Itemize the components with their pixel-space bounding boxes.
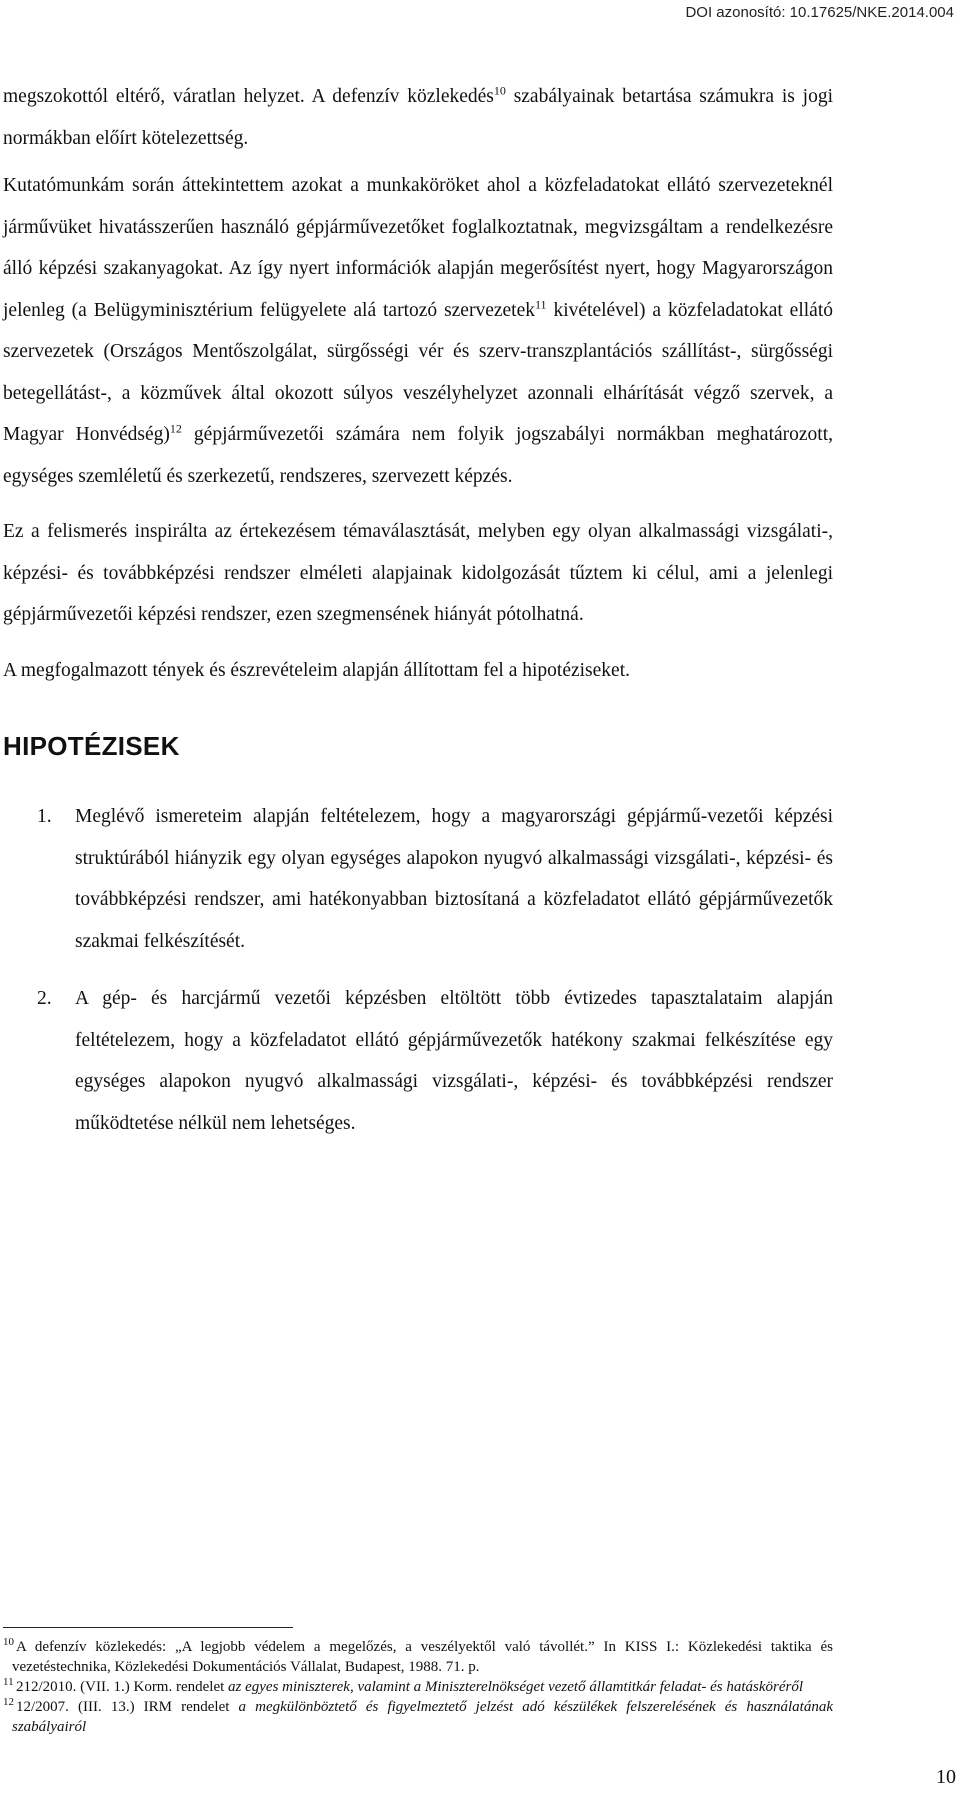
page-number: 10: [936, 1766, 956, 1788]
doi-header: DOI azonosító: 10.17625/NKE.2014.004: [685, 4, 954, 21]
paragraph-research: [3, 165, 833, 497]
footnote-text: 12/2007. (III. 13.) IRM rendelet: [16, 1699, 239, 1715]
footnote-mark: 10: [3, 1636, 14, 1648]
footnote-title: az egyes miniszterek, valamint a Miniszterelnökséget vezető államtitkár feladat- és hatásköréről: [228, 1679, 804, 1695]
main-content: [3, 76, 833, 1160]
footnote-ref[interactable]: 10: [493, 83, 506, 98]
footnote-text: A defenzív közlekedés: „A legjobb védelem a megelőzés, a veszélyektől való távollét.” In KISS I.: Közlekedési taktika és vezetéstechnika, Közlekedési Dokumentációs Vállalat, Budapest, 1988. 71. p.: [12, 1639, 833, 1675]
list-item-text: A gép- és harcjármű vezetői képzésben eltöltött több évtizedes tapasztalataim alapján feltételezem, hogy a közfeladatot ellátó gépjárművezetők hatékony szakmai felkészítése egy egységes alapokon nyugvó alkalmassági vizsgálati-, képzési- és továbbképzési rendszer működtetése nélkül nem lehetséges.: [75, 988, 833, 1134]
footnote-ref[interactable]: 12: [169, 421, 182, 436]
hypotheses-list: [3, 796, 833, 1144]
paragraph-text: Kutatómunkám során áttekintettem azokat a munkaköröket ahol a közfeladatokat ellátó szervezeteknél járművüket hivatásszerűen használó gépjárművezetőket foglalkoztatnak, megvizsgáltam a rendelkezésre álló képzési szakanyagokat. Az így nyert információk alapján megerősítést nyert, hogy Magyarországon jelenleg (a Belügyminisztérium felügyelete alá tartozó szervezetek: [3, 175, 833, 321]
paragraph-defensive-driving: [3, 76, 833, 159]
paragraph-text: szabályainak betartása számukra is jogi normákban előírt kötelezettség.: [3, 86, 833, 149]
footnote-mark: 12: [3, 1696, 14, 1708]
footnotes: [3, 1637, 833, 1737]
paragraph-topic-choice: Ez a felismerés inspirálta az értekezésem témaválasztását, melyben egy olyan alkalmassági vizsgálati-, képzési- és továbbképzési rendszer elméleti alapjainak kidolgozását tűztem ki célul, ami a jelenlegi gépjárművezetői képzési rendszer, ezen szegmensének hiányát pótolhatná.: [3, 521, 833, 625]
list-item-text: Meglévő ismereteim alapján feltételezem, hogy a magyarországi gépjármű-vezetői képzési struktúrából hiányzik egy olyan egységes alapokon nyugvó alkalmassági vizsgálati-, képzési- és továbbképzési rendszer, ami hatékonyabban biztosítaná a közfeladatot ellátó gépjárművezetők szakmai felkészítését.: [75, 806, 833, 952]
paragraph-text: gépjárművezetői számára nem folyik jogszabályi normákban meghatározott, egységes szemléletű és szerkezetű, rendszeres, szervezett képzés.: [3, 424, 833, 487]
footnote-text: 212/2010. (VII. 1.) Korm. rendelet: [16, 1679, 229, 1695]
list-item: [3, 978, 833, 1144]
footnote-ref[interactable]: 11: [535, 297, 547, 311]
list-number: 2.: [37, 988, 52, 1009]
paragraph-text: megszokottól eltérő, váratlan helyzet. A defenzív közlekedés: [3, 86, 494, 107]
list-number: 1.: [37, 806, 52, 827]
footnote: [3, 1637, 833, 1677]
footnote-mark: 11: [3, 1676, 14, 1688]
section-heading: HIPOTÉZISEK: [3, 731, 180, 761]
footnote: [3, 1677, 833, 1697]
footnote-title: a megkülönböztető és figyelmeztető jelzést adó készülékek felszerelésének és használatának szabályairól: [12, 1699, 833, 1735]
list-item: [3, 796, 833, 962]
paragraph-text: kivételével) a közfeladatokat ellátó szervezetek (Országos Mentőszolgálat, sürgősségi vér és szerv-transzplantációs szállítást-, sürgősségi betegellátást-, a közművek által okozott súlyos veszélyhelyzet azonnali elhárítását végző szervek, a Magyar Honvédség): [3, 299, 833, 445]
footnote: [3, 1697, 833, 1737]
footnote-separator: [3, 1627, 293, 1628]
paragraph-hypotheses-intro: A megfogalmazott tények és észrevételeim alapján állítottam fel a hipotéziseket.: [3, 659, 630, 681]
